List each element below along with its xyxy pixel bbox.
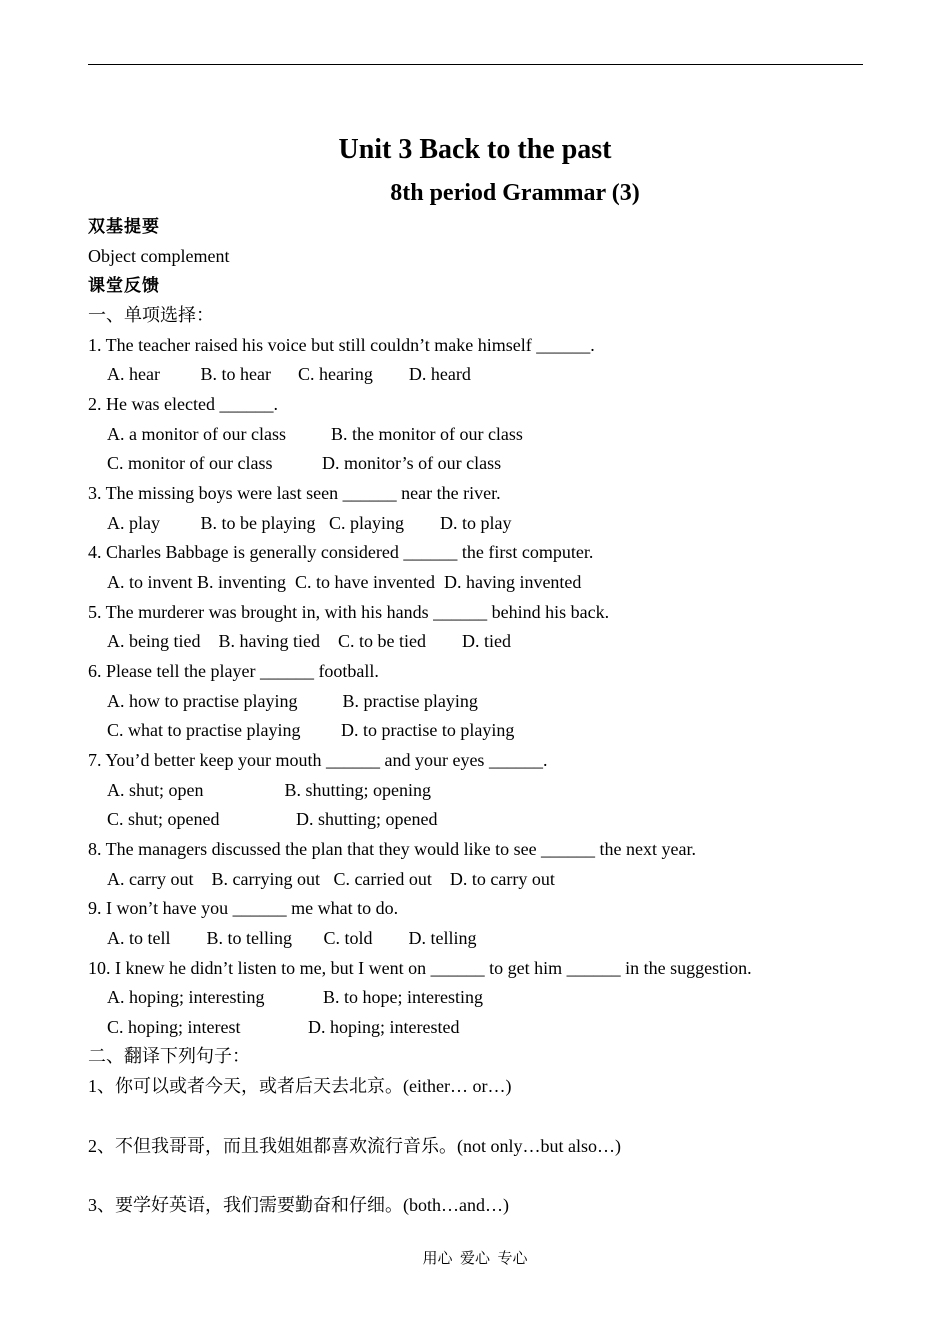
question-options: A. being tied B. having tied C. to be tied D. tied (107, 631, 511, 651)
translation-item: 3、要学好英语，我们需要勤奋和仔细。(both…and…) (88, 1195, 509, 1215)
translation-item: 1、你可以或者今天，或者后天去北京。(either… or…) (88, 1076, 512, 1096)
question-options: C. what to practise playing D. to practise to playing (107, 720, 515, 740)
translation-item: 2、不但我哥哥，而且我姐姐都喜欢流行音乐。(not only…but also…) (88, 1136, 621, 1156)
question: 2. He was elected ______. (88, 394, 278, 414)
section-heading-basics: 双基提要 (88, 217, 160, 237)
part1-heading: 一、单项选择： (88, 305, 214, 325)
question: 7. You’d better keep your mouth ______ and your eyes ______. (88, 750, 548, 770)
question: 1. The teacher raised his voice but still couldn’t make himself ______. (88, 335, 595, 355)
question: 5. The murderer was brought in, with his hands ______ behind his back. (88, 602, 610, 622)
page-footer: 用心 爱心 专心 (422, 1251, 528, 1267)
question: 4. Charles Babbage is generally considered ______ the first computer. (88, 542, 594, 562)
page-subtitle: 8th period Grammar (3) (390, 180, 640, 206)
question-options: C. hoping; interest D. hoping; interested (107, 1017, 460, 1037)
question-options: A. a monitor of our class B. the monitor of our class (107, 424, 523, 444)
section-heading-feedback: 课堂反馈 (88, 276, 160, 296)
question-options: A. hoping; interesting B. to hope; interesting (107, 987, 483, 1007)
question-options: A. hear B. to hear C. hearing D. heard (107, 364, 471, 384)
question: 8. The managers discussed the plan that they would like to see ______ the next year. (88, 839, 697, 859)
question: 9. I won’t have you ______ me what to do. (88, 898, 399, 918)
question-options: A. to invent B. inventing C. to have invented D. having invented (107, 572, 582, 592)
question-options: A. how to practise playing B. practise playing (107, 691, 478, 711)
question-options: A. play B. to be playing C. playing D. to play (107, 513, 512, 533)
header-rule (88, 64, 863, 65)
question-options: C. shut; opened D. shutting; opened (107, 809, 438, 829)
question: 3. The missing boys were last seen ______ near the river. (88, 483, 501, 503)
part2-heading: 二、翻译下列句子： (88, 1046, 250, 1066)
page-title: Unit 3 Back to the past (338, 134, 612, 165)
question-options: A. to tell B. to telling C. told D. telling (107, 928, 477, 948)
question: 6. Please tell the player ______ football. (88, 661, 379, 681)
question-options: A. carry out B. carrying out C. carried out D. to carry out (107, 869, 555, 889)
question: 10. I knew he didn’t listen to me, but I went on ______ to get him ______ in the suggestion. (88, 958, 752, 978)
question-options: C. monitor of our class D. monitor’s of our class (107, 453, 502, 473)
section-content: Object complement (88, 246, 230, 266)
question-options: A. shut; open B. shutting; opening (107, 780, 431, 800)
